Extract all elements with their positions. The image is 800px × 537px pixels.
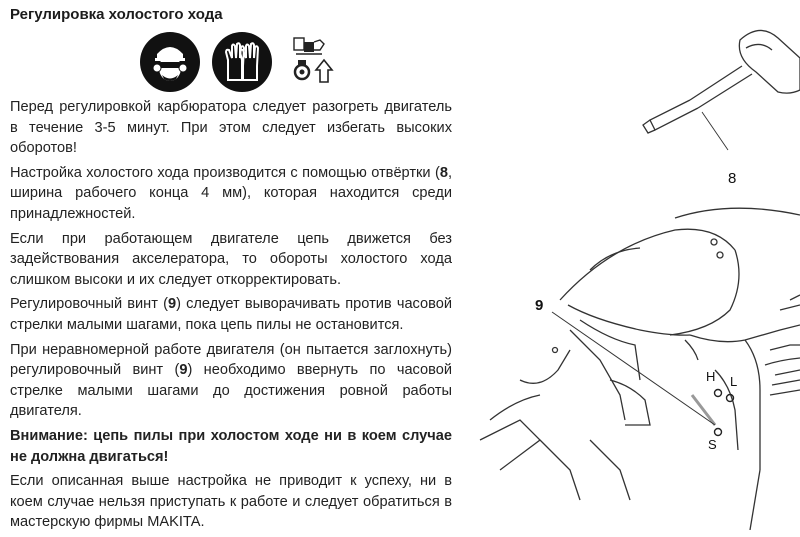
paragraph-service: Если описанная выше настройка не приводит к успеху, ни в коем случае нельзя приступать к работе и следует обратиться в мастерскую фирмы MAKITA. <box>10 473 452 531</box>
start-engine-throttle-icon <box>290 32 340 96</box>
paragraph-warmup: Перед регулировкой карбюратора следует разогреть двигатель в течение 3-5 минут. При этом следует избегать высоких оборотов! <box>10 99 452 157</box>
ref-9: 9 <box>167 296 177 313</box>
paragraph-screw-cw: При неравномерной работе двигателя (он пытается заглохнуть) регулировочный винт (9) необходимо ввернуть по часовой стрелке малыми шагами до достижения ровной работы двигателя. <box>10 341 452 420</box>
chainsaw-housing-drawing <box>480 208 800 530</box>
ref-9-second: 9 <box>179 362 188 379</box>
label-8: 8 <box>728 170 737 187</box>
paragraph-warning: Внимание: цепь пилы при холостом ходе ни в коем случае не должна двигаться! <box>10 427 452 465</box>
carburetor-figure <box>460 0 800 535</box>
paragraph-idle-high: Если при работающем двигателе цепь движется без задействования акселератора, то обороты холостого хода слишком высоки и их следует откорректировать. <box>10 230 452 288</box>
label-h: H <box>706 369 716 384</box>
label-s: S <box>708 437 717 452</box>
paragraph-screwdriver: Настройка холостого хода производится с помощью отвёртки (8, ширина рабочего конца 4 мм), которая находится среди принадлежностей. <box>10 164 452 222</box>
protective-gloves-icon <box>212 32 272 92</box>
paragraph-screw-ccw: Регулировочный винт (9) следует выворачивать против часовой стрелки малыми шагами, пока цепь пилы не остановится. <box>10 296 452 333</box>
page-title: Регулировка холостого хода <box>10 6 223 23</box>
screwdriver-drawing <box>643 30 800 150</box>
instructions-text <box>10 97 452 537</box>
adjustment-screws <box>692 390 734 436</box>
ref-8: 8 <box>439 164 448 181</box>
label-l: L <box>730 374 738 389</box>
label-9: 9 <box>535 297 544 314</box>
eye-ear-protection-icon <box>140 32 200 92</box>
